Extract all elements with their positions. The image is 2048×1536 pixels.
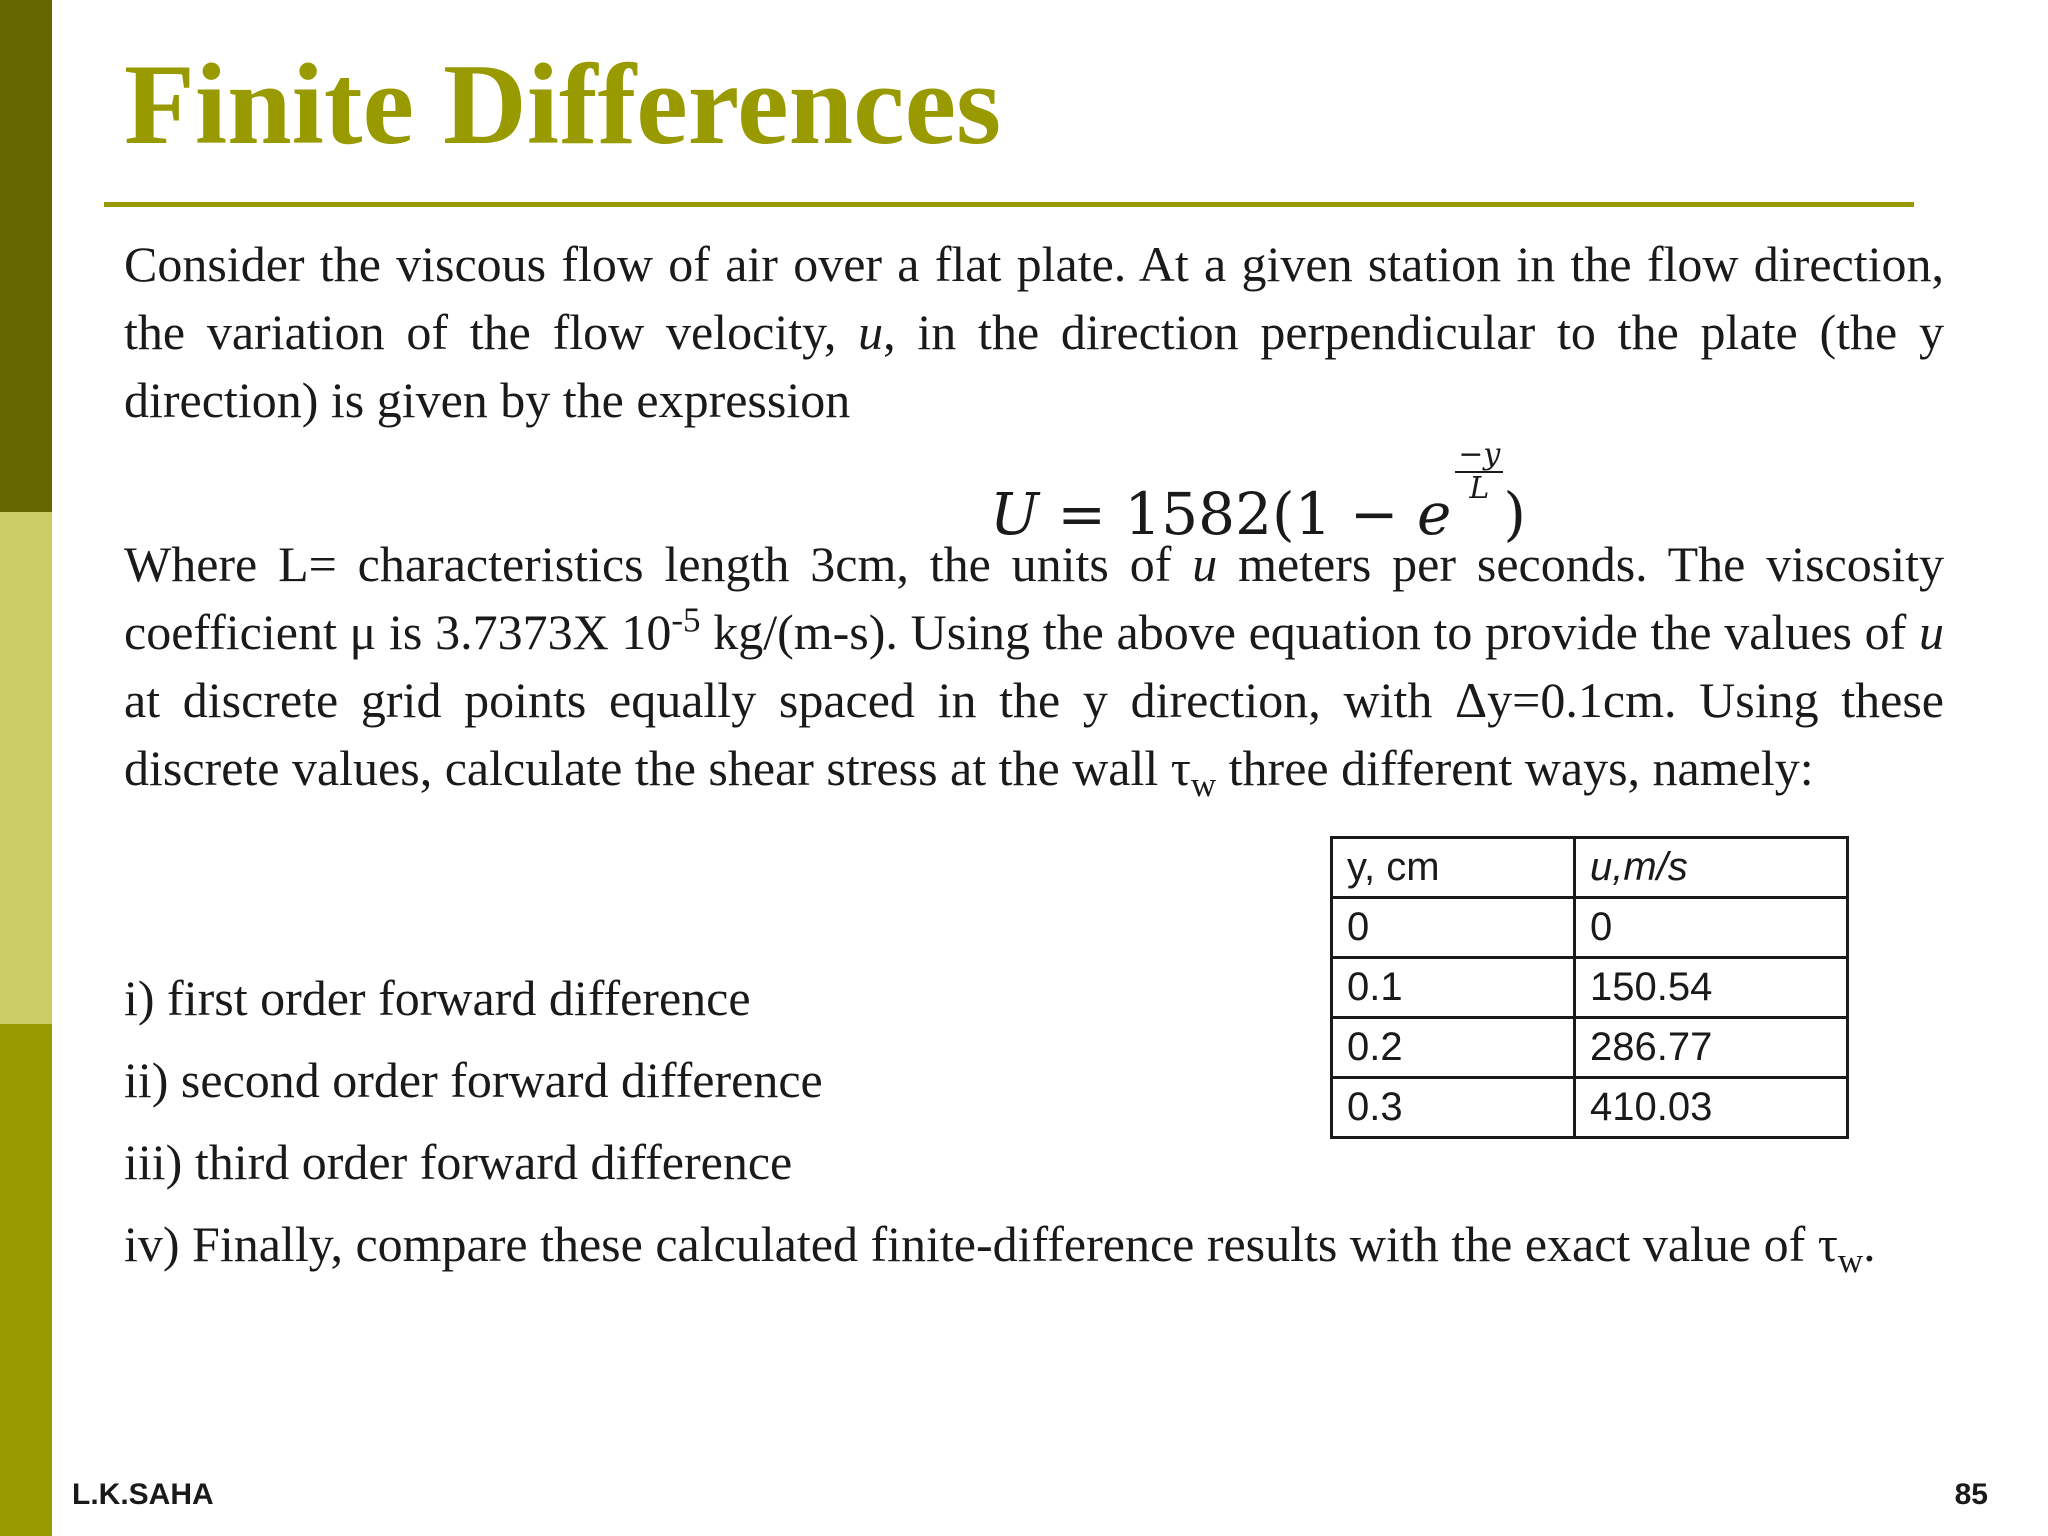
details-text-2: meters per seconds. The viscosity coefficient μ is 3.7373X 10 [124,536,1944,660]
slide-title: Finite Differences [124,41,1002,169]
author-footer: L.K.SAHA [72,1478,214,1511]
table-header-u: u,m/s [1575,838,1848,898]
equation-lhs: U [990,480,1039,548]
list-item-4-text: iv) Finally, compare these calculated finite-difference results with the exact value of τ [124,1216,1838,1272]
equation-body: = 1582(1 − [1038,480,1417,548]
details-velocity-symbol-2: u [1919,604,1944,660]
list-item-4-subscript: w [1837,1241,1864,1280]
details-text-5: three different ways, namely: [1216,740,1814,796]
table-header-y: y, cm [1332,838,1575,898]
wall-subscript: w [1190,765,1217,804]
table-header-row [1332,838,1848,898]
table-cell-u: 0 [1575,898,1848,958]
table-cell-u: 150.54 [1575,958,1848,1018]
list-item: iii) third order forward difference [124,1134,793,1190]
details-text-1: Where L= characteristics length 3cm, the units of [124,536,1193,592]
page-number: 85 [1954,1478,1988,1511]
problem-intro-paragraph [124,230,1944,434]
sidebar-band-bottom [0,1024,52,1536]
equation-exp-base: e [1416,480,1452,548]
equation-close-paren: ) [1503,480,1527,548]
table-row [1332,898,1848,958]
sidebar-band-middle [0,512,52,1024]
list-item [124,1210,1924,1278]
intro-text-1: Consider the viscous flow of air over a flat plate. At a given station in the flow direction, the variation of the flow velocity, [124,236,1944,360]
intro-velocity-symbol: u [858,304,884,360]
table-cell-y: 0.3 [1332,1078,1575,1138]
details-text-4: at discrete grid points equally spaced in the y direction, with Δy=0.1cm. Using these discrete values, calculate the shear stress at the wall τ [124,672,1944,796]
exponent-superscript: -5 [671,600,701,640]
table-cell-u: 286.77 [1575,1018,1848,1078]
method-list [124,964,1924,1292]
problem-details-paragraph [124,530,1944,802]
list-item-4-period: . [1863,1216,1876,1272]
table-cell-y: 0.2 [1332,1018,1575,1078]
title-underline [104,202,1914,207]
equation-exponent [1455,437,1503,506]
list-item: i) first order forward difference [124,970,751,1026]
list-item: ii) second order forward difference [124,1052,823,1108]
table-cell-u: 410.03 [1575,1078,1848,1138]
table-cell-y: 0 [1332,898,1575,958]
exponent-denominator: L [1469,471,1490,506]
sidebar-band-top [0,0,52,512]
details-text-3: kg/(m-s). Using the above equation to provide the values of [700,604,1919,660]
details-velocity-symbol-1: u [1192,536,1218,592]
table-cell-y: 0.1 [1332,958,1575,1018]
intro-text-2: , in the direction perpendicular to the plate (the y direction) is given by the expression [124,304,1944,428]
exponent-numerator: −y [1455,440,1503,473]
